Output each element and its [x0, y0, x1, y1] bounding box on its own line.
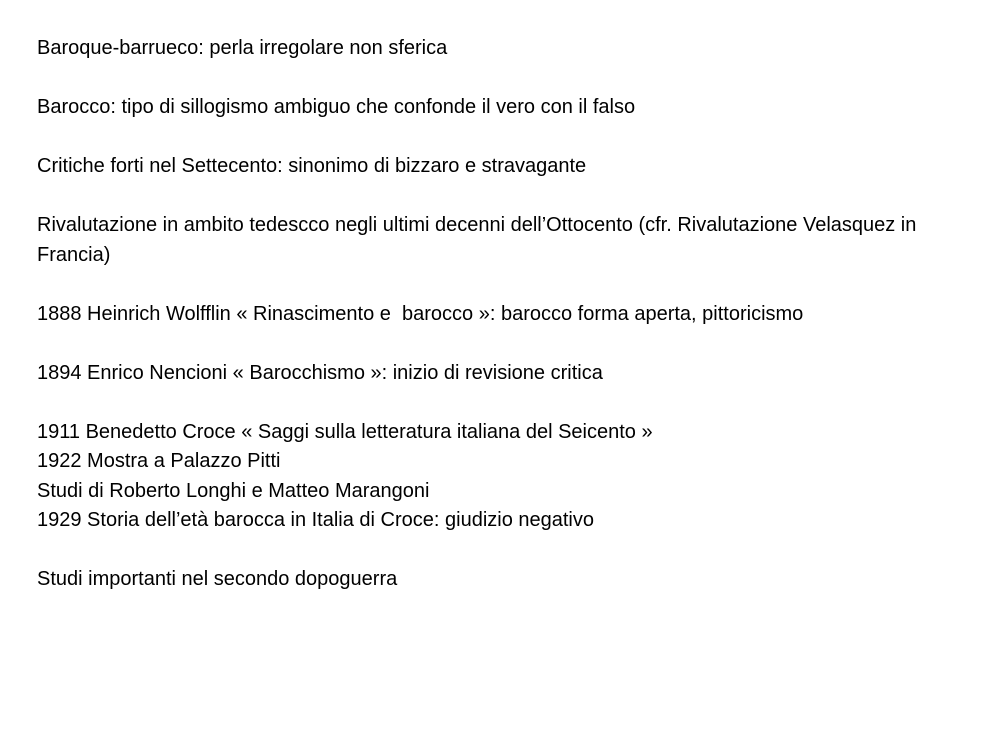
paragraph-barocco-syllogism: Barocco: tipo di sillogismo ambiguo che confonde il vero con il falso	[37, 96, 636, 118]
line-pitti-1922: 1922 Mostra a Palazzo Pitti	[37, 450, 281, 472]
line-croce-1911: 1911 Benedetto Croce « Saggi sulla letteratura italiana del Seicento »	[37, 420, 653, 443]
paragraph-wolfflin-1888: 1888 Heinrich Wolfflin « Rinascimento e barocco »: barocco forma aperta, pittoricismo	[37, 302, 804, 325]
paragraph-croce-group	[37, 418, 957, 536]
paragraph-nencioni-1894: 1894 Enrico Nencioni « Barocchismo »: inizio di revisione critica	[37, 361, 603, 384]
line-longhi-marangoni: Studi di Roberto Longhi e Matteo Marangoni	[37, 479, 430, 502]
paragraph-settecento-criticism: Critiche forti nel Settecento: sinonimo di bizzaro e stravagante	[37, 155, 587, 177]
paragraph-postwar-studies: Studi importanti nel secondo dopoguerra	[37, 568, 398, 590]
line-croce-1929: 1929 Storia dell’età barocca in Italia di Croce: giudizio negativo	[37, 509, 595, 531]
slide-text-body	[37, 34, 957, 624]
paragraph-german-revaluation: Rivalutazione in ambito tedescco negli ultimi decenni dell’Ottocento (cfr. Rivalutazione Velasquez in Francia)	[37, 214, 922, 266]
paragraph-baroque-definition: Baroque-barrueco: perla irregolare non sferica	[37, 37, 448, 59]
